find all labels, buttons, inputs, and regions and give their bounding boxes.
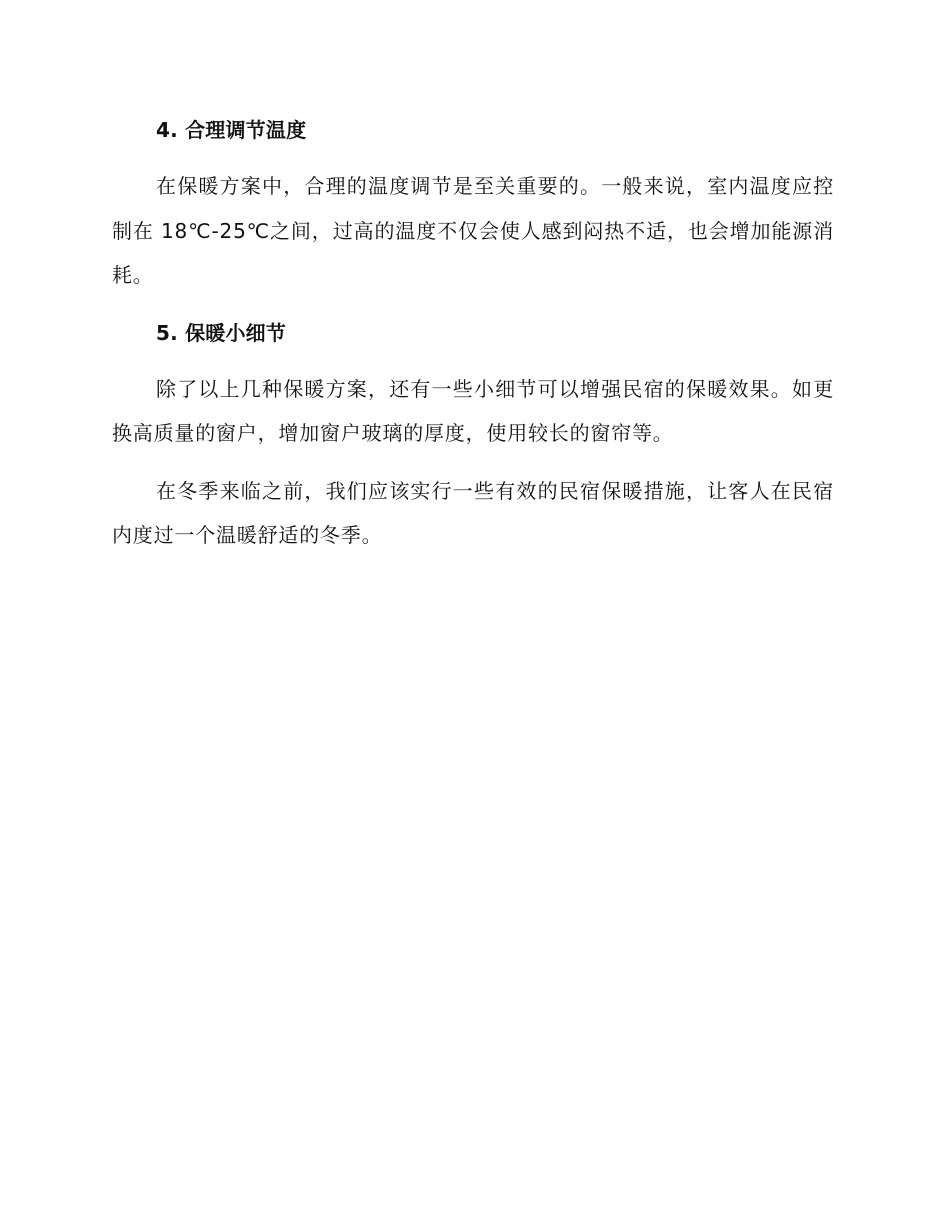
section-heading-details: 5. 保暖小细节	[156, 320, 287, 345]
paragraph-details: 除了以上几种保暖方案，还有一些小细节可以增强民宿的保暖效果。如更换高质量的窗户，增加窗户玻璃的厚度，使用较长的窗帘等。	[112, 376, 834, 445]
section-heading-temperature: 4. 合理调节温度	[156, 118, 307, 142]
paragraph-temperature: 在保暖方案中，合理的温度调节是至关重要的。一般来说，室内温度应控制在 18℃-25℃之间，过高的温度不仅会使人感到闷热不适，也会增加能源消耗。	[112, 174, 834, 287]
document-body	[112, 108, 834, 558]
paragraph-conclusion: 在冬季来临之前，我们应该实行一些有效的民宿保暖措施，让客人在民宿内度过一个温暖舒适的冬季。	[112, 478, 834, 547]
